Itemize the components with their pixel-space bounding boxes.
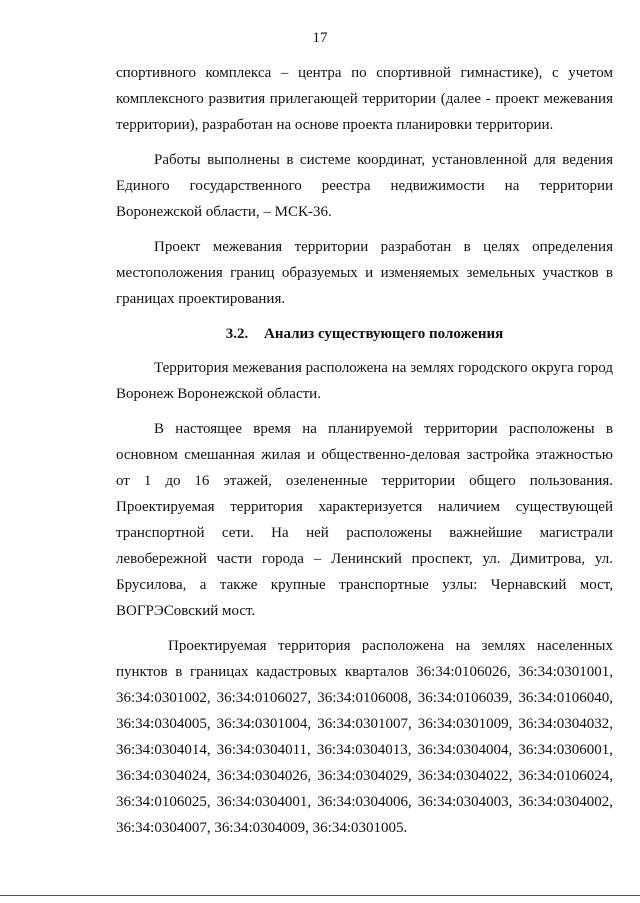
page-number: 17 bbox=[312, 30, 328, 46]
paragraph-coordinate-system: Работы выполнены в системе координат, установленной для ведения Единого государственного реестра недвижимости на территории Воронежской области, – МСК-36. bbox=[116, 152, 613, 220]
paragraph-cadastral-quarters: Проектируемая территория расположена на землях населенных пунктов в границах кадастровых кварталов 36:34:0106026, 36:34:0301001, 36:34:0301002, 36:34:0106027, 36:34:0106008, 36:34:0106039, 36:34:0106040, 36:34:0304005, 36:34:0301004, 36:34:0301007, 36:34:0301009, 36:34:0304032, 36:34:0304014, 36:34:0304011, 36:34:0304013, 36:34:0304004, 36:34:0306001, 36:34:0304024, 36:34:0304026, 36:34:0304029, 36:34:0304022, 36:34:0106024, 36:34:0106025, 36:34:0304001, 36:34:0304006, 36:34:0304003, 36:34:0304002, 36:34:0304007, 36:34:0304009, 36:34:0301005. bbox=[116, 638, 613, 836]
paragraph-current-development: В настоящее время на планируемой территории расположены в основном смешанная жилая и общественно-деловая застройка этажностью от 1 до 16 этажей, озелененные территории общего пользования. Проектируемая территория характеризуется наличием существующей транспортной сети. На ней расположены важнейшие магистрали левобережной части города – Ленинский проспект, ул. Димитрова, ул. Брусилова, а также крупные транспортные узлы: Чернавский мост, ВОГРЭСовский мост. bbox=[116, 421, 613, 619]
paragraph-continuation: спортивного комплекса – центра по спортивной гимнастике), с учетом комплексного развития прилегающей территории (далее - проект межевания территории), разработан на основе проекта планировки территории. bbox=[116, 65, 613, 133]
section-title: Анализ существующего положения bbox=[264, 326, 504, 342]
document-body bbox=[116, 60, 613, 850]
paragraph-territory-location: Территория межевания расположена на землях городского округа город Воронеж Воронежской области. bbox=[116, 360, 613, 402]
section-number: 3.2. bbox=[225, 326, 249, 342]
section-heading bbox=[116, 321, 613, 347]
paragraph-project-purpose: Проект межевания территории разработан в целях определения местоположения границ образуемых и изменяемых земельных участков в границах проектирования. bbox=[116, 239, 613, 307]
bottom-divider bbox=[0, 895, 640, 896]
